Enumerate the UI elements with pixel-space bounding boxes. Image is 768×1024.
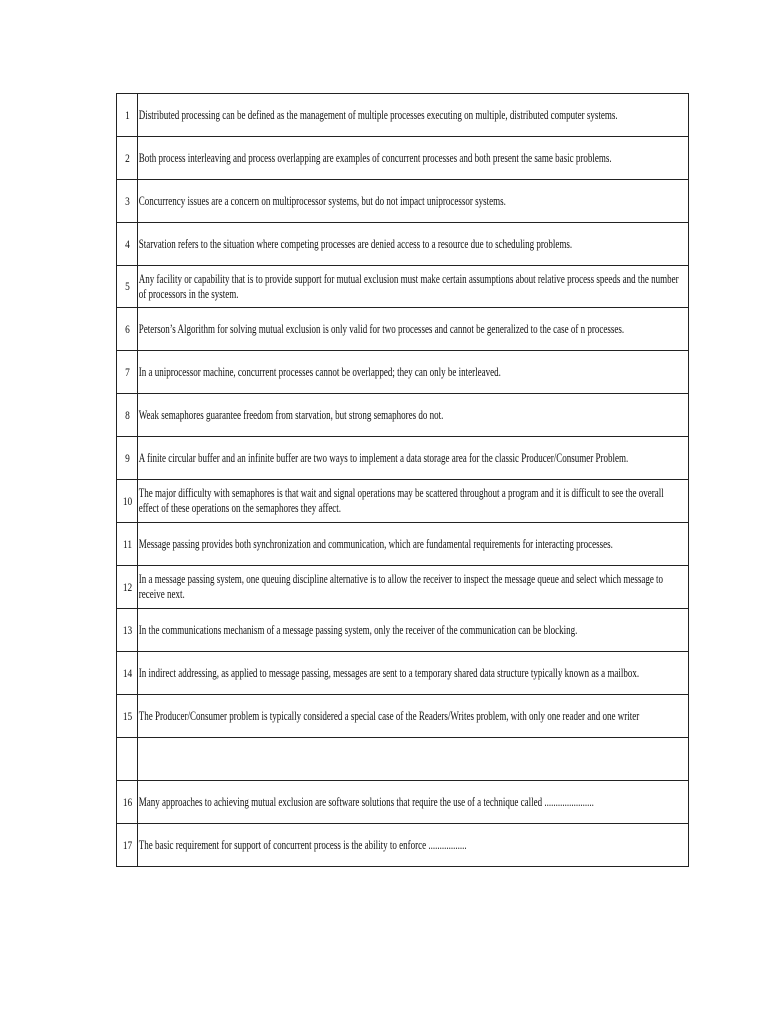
table-row	[117, 308, 689, 351]
question-number: 10	[119, 480, 135, 523]
question-number: 14	[119, 652, 135, 695]
question-text-cell	[138, 738, 689, 781]
table-row	[117, 609, 689, 652]
question-text: Any facility or capability that is to provide support for mutual exclusion must make certain assumptions about relative process speeds and the number of processors in the system.	[138, 271, 679, 301]
table-row	[117, 695, 689, 738]
question-text-cell	[138, 394, 689, 437]
question-text-cell	[138, 480, 689, 523]
question-text-cell	[138, 137, 689, 180]
table-row	[117, 351, 689, 394]
question-text-cell	[138, 824, 689, 867]
table-row	[117, 652, 689, 695]
question-text: Starvation refers to the situation where competing processes are denied access to a resource due to scheduling problems.	[138, 236, 573, 251]
question-text-cell	[138, 266, 689, 308]
question-number: 11	[119, 523, 135, 566]
question-text-cell	[138, 566, 689, 609]
question-number	[119, 738, 135, 781]
question-text: In the communications mechanism of a message passing system, only the receiver of the communication can be blocking.	[138, 622, 578, 637]
question-text-cell	[138, 223, 689, 266]
question-number: 17	[119, 824, 135, 867]
question-text-cell	[138, 437, 689, 480]
question-number: 7	[119, 351, 135, 394]
question-text: Both process interleaving and process overlapping are examples of concurrent processes and both present the same basic problems.	[138, 150, 612, 165]
question-text: Weak semaphores guarantee freedom from starvation, but strong semaphores do not.	[138, 407, 444, 422]
table-row	[117, 480, 689, 523]
question-text: Message passing provides both synchronization and communication, which are fundamental requirements for interacting processes.	[138, 536, 613, 551]
question-text-cell	[138, 308, 689, 351]
table-row	[117, 266, 689, 308]
question-text: Distributed processing can be defined as the management of multiple processes executing on multiple, distributed computer systems.	[138, 107, 618, 122]
question-text: The Producer/Consumer problem is typically considered a special case of the Readers/Writes problem, with only one reader and one writer	[138, 708, 640, 723]
table-row	[117, 394, 689, 437]
question-text-cell	[138, 94, 689, 137]
question-number: 13	[119, 609, 135, 652]
question-number: 4	[119, 223, 135, 266]
question-text: Concurrency issues are a concern on multiprocessor systems, but do not impact uniprocessor systems.	[138, 193, 506, 208]
question-text: Peterson’s Algorithm for solving mutual exclusion is only valid for two processes and cannot be generalized to the case of n processes.	[138, 321, 625, 336]
question-number: 12	[119, 566, 135, 609]
table-row	[117, 437, 689, 480]
question-text-cell	[138, 781, 689, 824]
question-text-cell	[138, 695, 689, 738]
question-text: A finite circular buffer and an infinite buffer are two ways to implement a data storage area for the classic Producer/Consumer Problem.	[138, 450, 629, 465]
table-row	[117, 94, 689, 137]
question-number: 15	[119, 695, 135, 738]
question-text-cell	[138, 523, 689, 566]
table-row	[117, 566, 689, 609]
question-text: In a message passing system, one queuing discipline alternative is to allow the receiver to inspect the message queue and select which message to receive next.	[138, 572, 664, 601]
question-text-cell	[138, 351, 689, 394]
table-row-empty	[117, 738, 689, 781]
question-text: The basic requirement for support of concurrent process is the ability to enforce .................	[138, 837, 467, 852]
question-number: 3	[119, 180, 135, 223]
table-row	[117, 180, 689, 223]
question-text: The major difficulty with semaphores is that wait and signal operations may be scattered throughout a program and it is difficult to see the overall effect of these operations on the semaphores they affect.	[138, 486, 664, 515]
question-number: 5	[119, 266, 135, 308]
question-number: 1	[119, 94, 135, 137]
table-row	[117, 781, 689, 824]
question-text-cell	[138, 652, 689, 695]
question-number: 16	[119, 781, 135, 824]
table-row	[117, 137, 689, 180]
table-row	[117, 523, 689, 566]
question-text: Many approaches to achieving mutual exclusion are software solutions that require the use of a technique called ......................	[138, 794, 594, 809]
question-number: 6	[119, 308, 135, 351]
question-table	[116, 93, 689, 867]
question-text: In a uniprocessor machine, concurrent processes cannot be overlapped; they can only be interleaved.	[138, 364, 501, 379]
question-text: In indirect addressing, as applied to message passing, messages are sent to a temporary shared data structure typically known as a mailbox.	[138, 665, 640, 680]
question-number: 9	[119, 437, 135, 480]
table-row	[117, 223, 689, 266]
question-text-cell	[138, 609, 689, 652]
table-row	[117, 824, 689, 867]
question-number: 8	[119, 394, 135, 437]
question-number: 2	[119, 137, 135, 180]
question-text-cell	[138, 180, 689, 223]
